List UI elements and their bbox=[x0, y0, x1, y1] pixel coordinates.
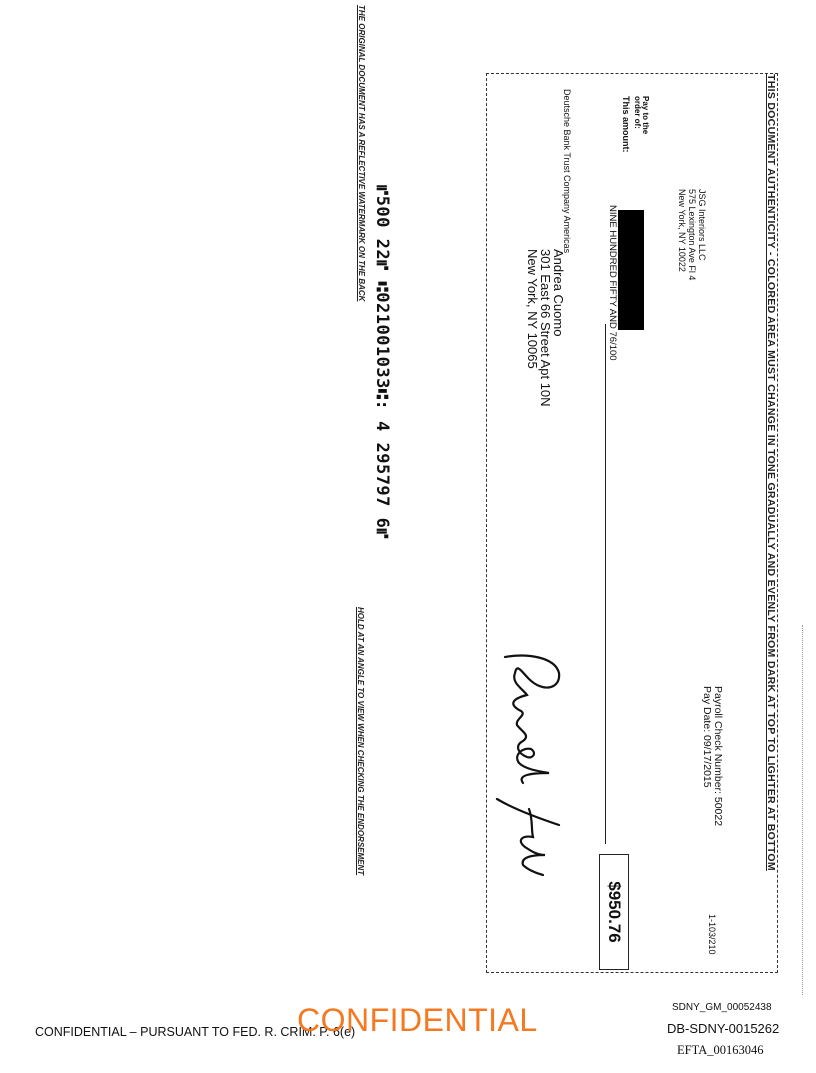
confidentiality-notice: CONFIDENTIAL – PURSUANT TO FED. R. CRIM. P. 6(e) bbox=[35, 1025, 356, 1039]
check-number-value: 50022 bbox=[712, 796, 724, 827]
confidential-stamp: CONFIDENTIAL bbox=[297, 1002, 538, 1038]
endorsement-text-left: THE ORIGINAL DOCUMENT HAS A REFLECTIVE WATERMARK ON THE BACK bbox=[357, 5, 366, 302]
endorsement-text-right: HOLD AT AN ANGLE TO VIEW WHEN CHECKING THE ENDORSEMENT bbox=[356, 607, 365, 876]
security-banner: THIS DOCUMENT AUTHENTICITY - COLORED AREA MUST CHANGE IN TONE GRADUALLY AND EVENLY FROM DARK AT TOP TO LIGHTER AT BOTTOM bbox=[765, 74, 777, 871]
pay-date-row bbox=[701, 686, 712, 826]
amount-box: $950.76 bbox=[599, 854, 629, 970]
check-frame bbox=[486, 73, 778, 973]
company-name: JSG Interiors LLC bbox=[697, 189, 707, 261]
pay-to-label-line-1: Pay to the bbox=[641, 96, 650, 135]
company-address-line-1: 575 Lexington Ave Fl 4 bbox=[687, 189, 697, 281]
signature-image bbox=[489, 649, 567, 879]
bates-number-efta: EFTA_00163046 bbox=[677, 1043, 764, 1057]
company-block bbox=[677, 189, 707, 280]
company-address-line-2: New York, NY 10022 bbox=[677, 189, 687, 272]
routing-fraction: 1-103/210 bbox=[707, 914, 717, 955]
pay-to-label-line-2: order of: bbox=[633, 96, 642, 129]
payee-redaction bbox=[618, 210, 644, 330]
bank-name: Deutsche Bank Trust Company Americas bbox=[562, 89, 572, 254]
check-number-row bbox=[712, 686, 723, 826]
recipient-name: Andrea Cuomo bbox=[551, 249, 566, 337]
scan-margin-line bbox=[802, 625, 803, 995]
recipient-address-line-1: 301 East 66 Street Apt 10N bbox=[538, 249, 553, 407]
check-number-label: Payroll Check Number: bbox=[712, 686, 724, 794]
bates-number-db: DB-SDNY-0015262 bbox=[667, 1021, 780, 1036]
amount-words-line bbox=[605, 324, 606, 844]
recipient-address-line-2: New York, NY 10065 bbox=[525, 249, 540, 369]
pay-date-label: Pay Date: bbox=[701, 686, 713, 733]
micr-line: ⑈500 22⑈ ⑆021001033⑆: 4 295797 6⑈ bbox=[372, 185, 392, 540]
pay-date-value: 09/17/2015 bbox=[701, 735, 713, 788]
check-number-block bbox=[701, 686, 723, 826]
pay-to-label bbox=[633, 96, 649, 134]
rotated-check-scan bbox=[290, 0, 790, 1055]
bates-number-sdny: SDNY_GM_00052438 bbox=[672, 1002, 772, 1013]
amount-in-words: NINE HUNDRED FIFTY AND 76/100 bbox=[607, 205, 618, 361]
this-amount-label: This amount: bbox=[621, 96, 631, 153]
recipient-address-block bbox=[526, 249, 565, 407]
